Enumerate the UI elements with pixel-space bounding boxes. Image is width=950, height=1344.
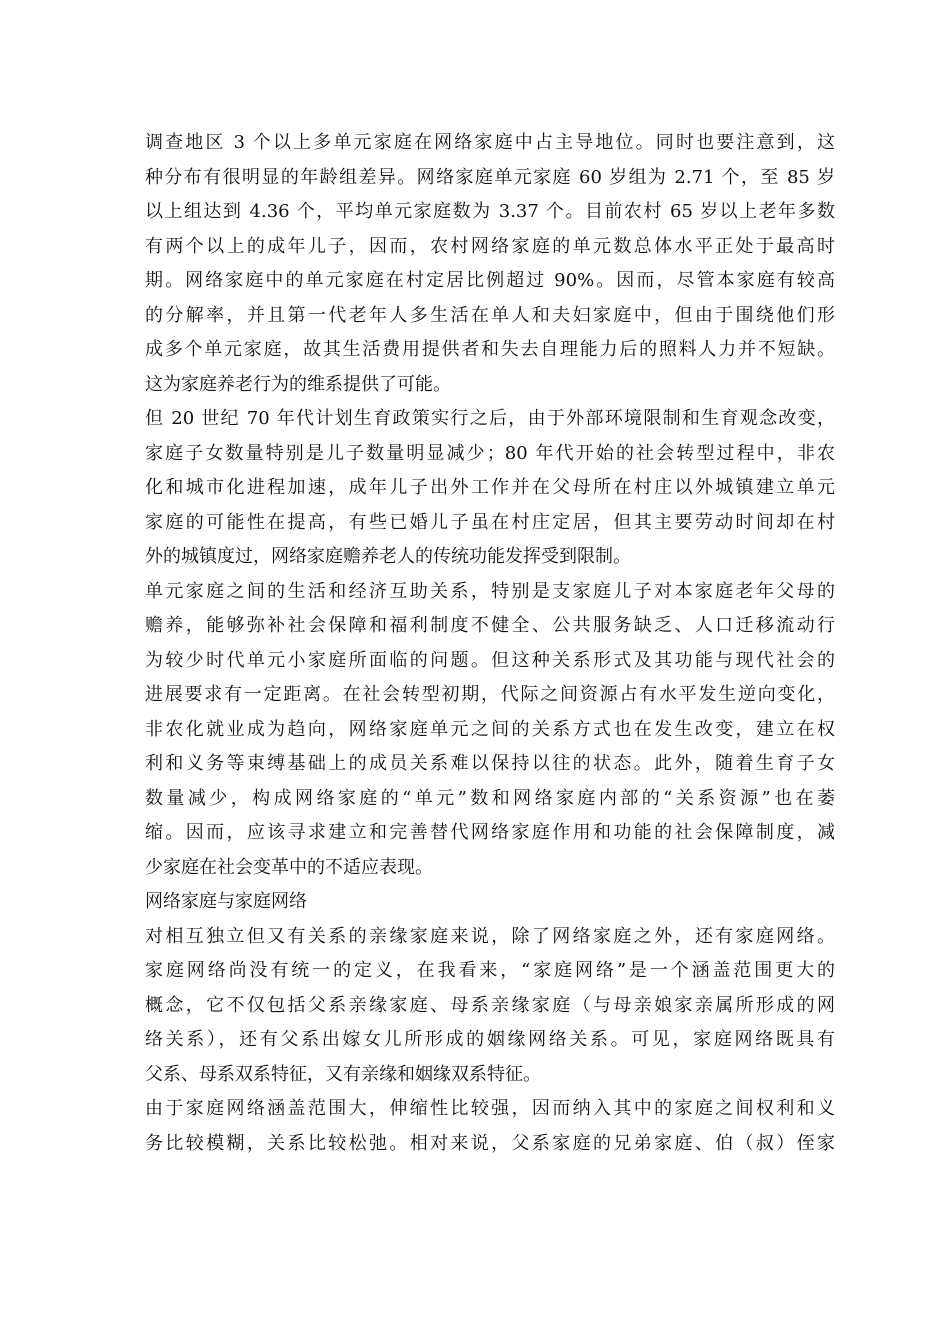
text-line: 概念，它不仅包括父系亲缘家庭、母系亲缘家庭（与母亲娘家亲属所形成的网: [145, 994, 835, 1016]
text-line: 成多个单元家庭，故其生活费用提供者和失去自理能力后的照料人力并不短缺。: [145, 339, 835, 360]
text-line: 数量减少，构成网络家庭的“单元”数和网络家庭内部的“关系资源”也在萎: [145, 787, 835, 809]
text-line: 务比较模糊，关系比较松弛。相对来说，父系家庭的兄弟家庭、伯（叔）侄家: [145, 1132, 835, 1154]
text-line: 父系、母系双系特征，又有亲缘和姻缘双系特征。: [145, 1063, 541, 1085]
text-line: 以上组达到 4.36 个，平均单元家庭数为 3.37 个。目前农村 65 岁以上老年多数: [145, 201, 835, 222]
text-line: 有两个以上的成年儿子，因而，农村网络家庭的单元数总体水平正处于最高时: [145, 235, 835, 257]
text-line: 家庭的可能性在提高，有些已婚儿子虽在村庄定居，但其主要劳动时间却在村: [145, 511, 835, 533]
text-line: 缩。因而，应该寻求建立和完善替代网络家庭作用和功能的社会保障制度，减: [145, 822, 835, 843]
text-line: 但 20 世纪 70 年代计划生育政策实行之后，由于外部环境限制和生育观念改变，: [145, 408, 835, 429]
text-line: 的分解率，并且第一代老年人多生活在单人和夫妇家庭中，但由于围绕他们形: [145, 304, 835, 326]
text-line: 单元家庭之间的生活和经济互助关系，特别是支家庭儿子对本家庭老年父母的: [145, 580, 835, 602]
text-line: 对相互独立但又有关系的亲缘家庭来说，除了网络家庭之外，还有家庭网络。: [145, 925, 835, 947]
text-line: 由于家庭网络涵盖范围大，伸缩性比较强，因而纳入其中的家庭之间权利和义: [145, 1098, 835, 1119]
text-line: 期。网络家庭中的单元家庭在村定居比例超过 90%。因而，尽管本家庭有较高: [145, 270, 835, 291]
text-line: 为较少时代单元小家庭所面临的问题。但这种关系形式及其功能与现代社会的: [145, 649, 835, 671]
text-line: 赡养，能够弥补社会保障和福利制度不健全、公共服务缺乏、人口迁移流动行: [145, 615, 835, 636]
section-heading: 网络家庭与家庭网络: [145, 891, 307, 912]
text-line: 化和城市化进程加速，成年儿子出外工作并在父母所在村庄以外城镇建立单元: [145, 477, 835, 498]
text-line: 利和义务等束缚基础上的成员关系难以保持以往的状态。此外，随着生育子女: [145, 753, 835, 774]
text-line: 家庭子女数量特别是儿子数量明显减少；80 年代开始的社会转型过程中，非农: [145, 442, 835, 464]
text-line: 少家庭在社会变革中的不适应表现。: [145, 856, 433, 878]
text-line: 这为家庭养老行为的维系提供了可能。: [145, 373, 451, 395]
text-line: 非农化就业成为趋向，网络家庭单元之间的关系方式也在发生改变，建立在权: [145, 718, 835, 740]
text-line: 进展要求有一定距离。在社会转型初期，代际之间资源占有水平发生逆向变化，: [145, 684, 835, 705]
text-line: 种分布有很明显的年龄组差异。网络家庭单元家庭 60 岁组为 2.71 个，至 85 岁: [145, 166, 835, 188]
text-line: 调查地区 3 个以上多单元家庭在网络家庭中占主导地位。同时也要注意到，这: [145, 132, 835, 153]
text-line: 络关系），还有父系出嫁女儿所形成的姻缘网络关系。可见，家庭网络既具有: [145, 1029, 835, 1050]
document-body: [145, 126, 835, 1161]
text-line: 家庭网络尚没有统一的定义，在我看来，“家庭网络”是一个涵盖范围更大的: [145, 960, 835, 981]
text-line: 外的城镇度过，网络家庭赡养老人的传统功能发挥受到限制。: [145, 546, 631, 567]
